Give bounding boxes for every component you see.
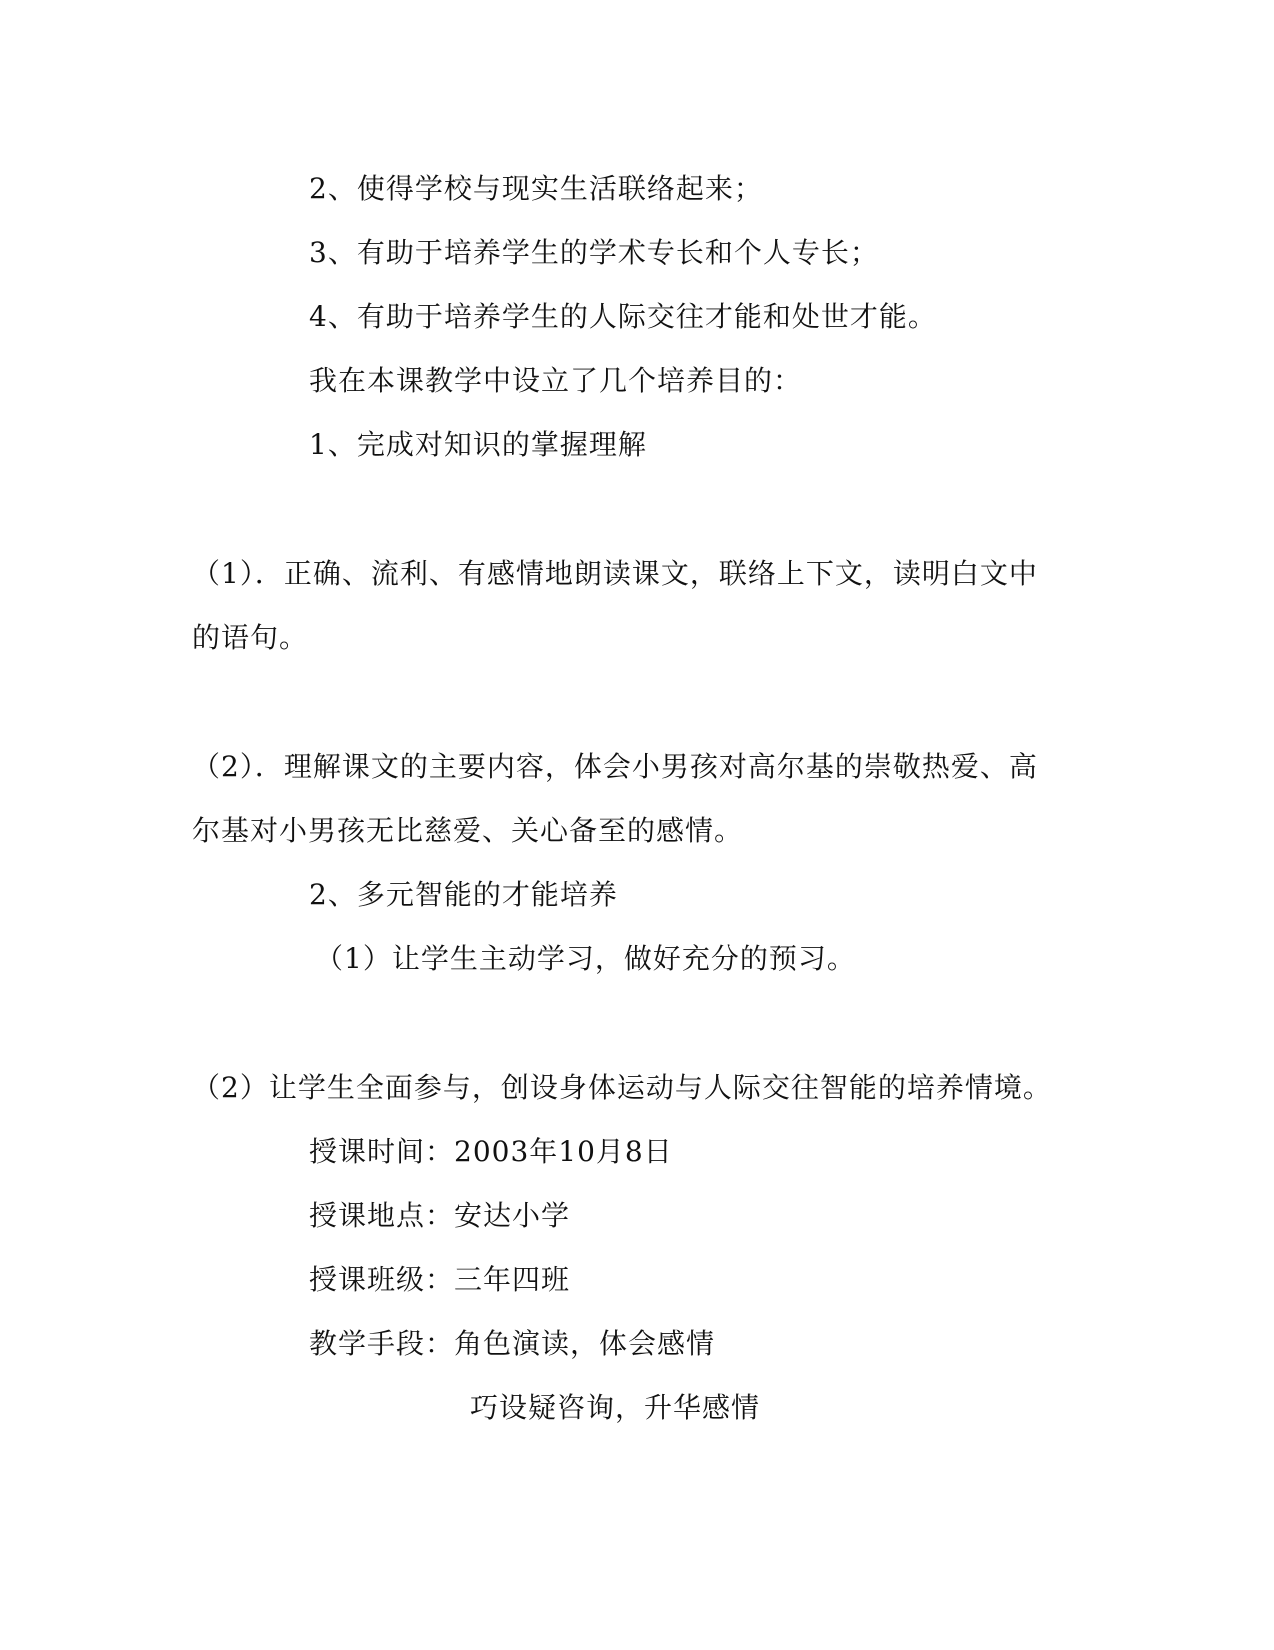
text-line-11: （1）让学生主动学习，做好充分的预习。 — [315, 942, 856, 975]
text-line-5: 1、完成对知识的掌握理解 — [309, 428, 647, 461]
text-line-1: 2、使得学校与现实生活联络起来； — [309, 172, 763, 205]
text-line-4: 我在本课教学中设立了几个培养目的： — [309, 364, 803, 397]
text-line-12: （2）让学生全面参与，创设身体运动与人际交往智能的培养情境。 — [192, 1071, 1052, 1104]
text-line-6: （1）．正确、流利、有感情地朗读课文，联络上下文，读明白文中 — [192, 557, 1038, 590]
text-line-15: 授课班级：三年四班 — [309, 1263, 571, 1296]
text-line-14: 授课地点：安达小学 — [309, 1199, 571, 1232]
text-line-8: （2）．理解课文的主要内容，体会小男孩对高尔基的崇敬热爱、高 — [192, 750, 1038, 783]
text-line-3: 4、有助于培养学生的人际交往才能和处世才能。 — [309, 300, 937, 333]
text-line-16: 教学手段：角色演读，体会感情 — [309, 1327, 716, 1360]
text-line-9: 尔基对小男孩无比慈爱、关心备至的感情。 — [192, 814, 744, 847]
text-line-2: 3、有助于培养学生的学术专长和个人专长； — [309, 236, 879, 269]
text-line-13: 授课时间：2003年10月8日 — [309, 1135, 673, 1168]
text-line-10: 2、多元智能的才能培养 — [309, 878, 618, 911]
text-line-17: 巧设疑咨询，升华感情 — [470, 1391, 761, 1424]
text-line-7: 的语句。 — [192, 621, 309, 654]
